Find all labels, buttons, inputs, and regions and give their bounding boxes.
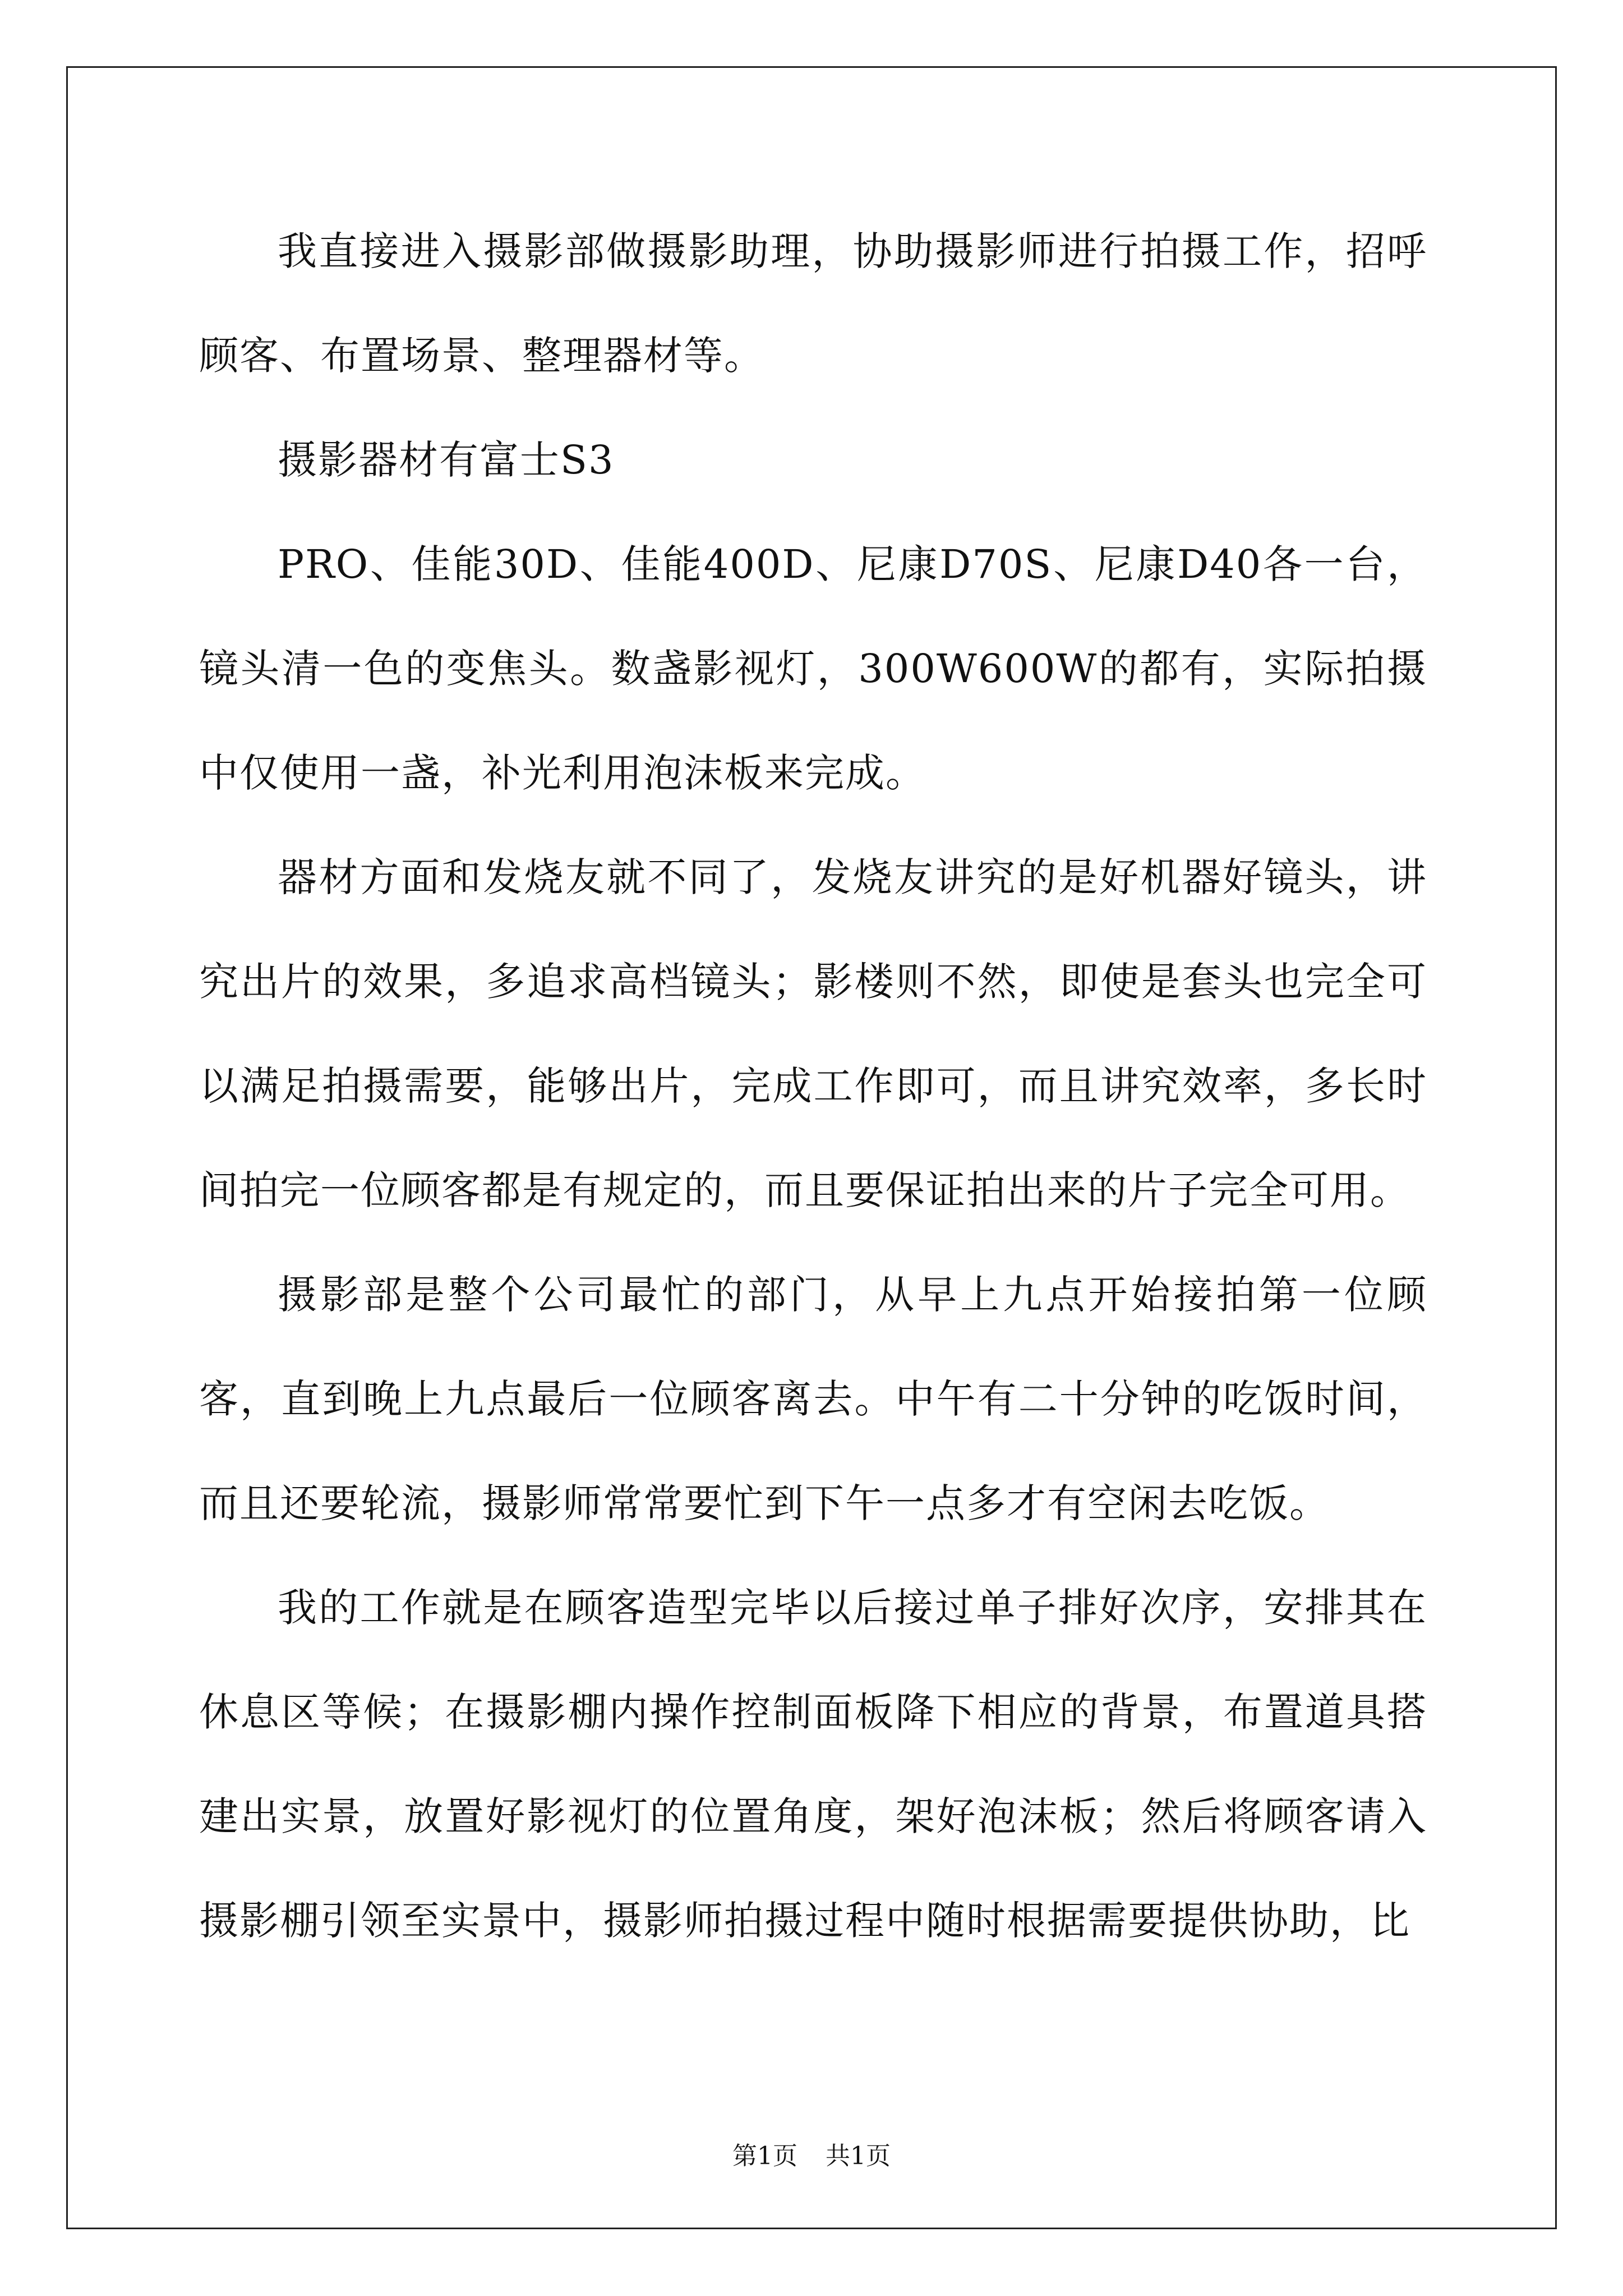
- document-body: [199, 199, 1427, 1973]
- paragraph: 摄影部是整个公司最忙的部门，从早上九点开始接拍第一位顾客，直到晚上九点最后一位顾客离去。中午有二十分钟的吃饭时间，而且还要轮流，摄影师常常要忙到下午一点多才有空闲去吃饭。: [199, 1272, 1427, 1526]
- paragraph: 我直接进入摄影部做摄影助理，协助摄影师进行拍摄工作，招呼顾客、布置场景、整理器材等。: [199, 228, 1427, 379]
- page-number-total: 共1页: [826, 2142, 891, 2170]
- paragraph: 器材方面和发烧友就不同了，发烧友讲究的是好机器好镜头，讲究出片的效果，多追求高档镜头；影楼则不然，即使是套头也完全可以满足拍摄需要，能够出片，完成工作即可，而且讲究效率，多长时间拍完一位顾客都是有规定的，而且要保证拍出来的片子完全可用。: [199, 854, 1427, 1213]
- paragraph: 我的工作就是在顾客造型完毕以后接过单子排好次序，安排其在休息区等候；在摄影棚内操作控制面板降下相应的背景，布置道具搭建出实景，放置好影视灯的位置角度，架好泡沫板；然后将顾客请入摄影棚引领至实景中，摄影师拍摄过程中随时根据需要提供协助，比: [199, 1585, 1427, 1944]
- paragraph: PRO、佳能30D、佳能400D、尼康D70S、尼康D40各一台，镜头清一色的变焦头。数盏影视灯，300W600W的都有，实际拍摄中仅使用一盏，补光利用泡沫板来完成。: [199, 541, 1427, 796]
- page-footer: [0, 2139, 1623, 2173]
- paragraph: 摄影器材有富士S3: [278, 437, 615, 483]
- page-number-current: 第1页: [732, 2142, 797, 2170]
